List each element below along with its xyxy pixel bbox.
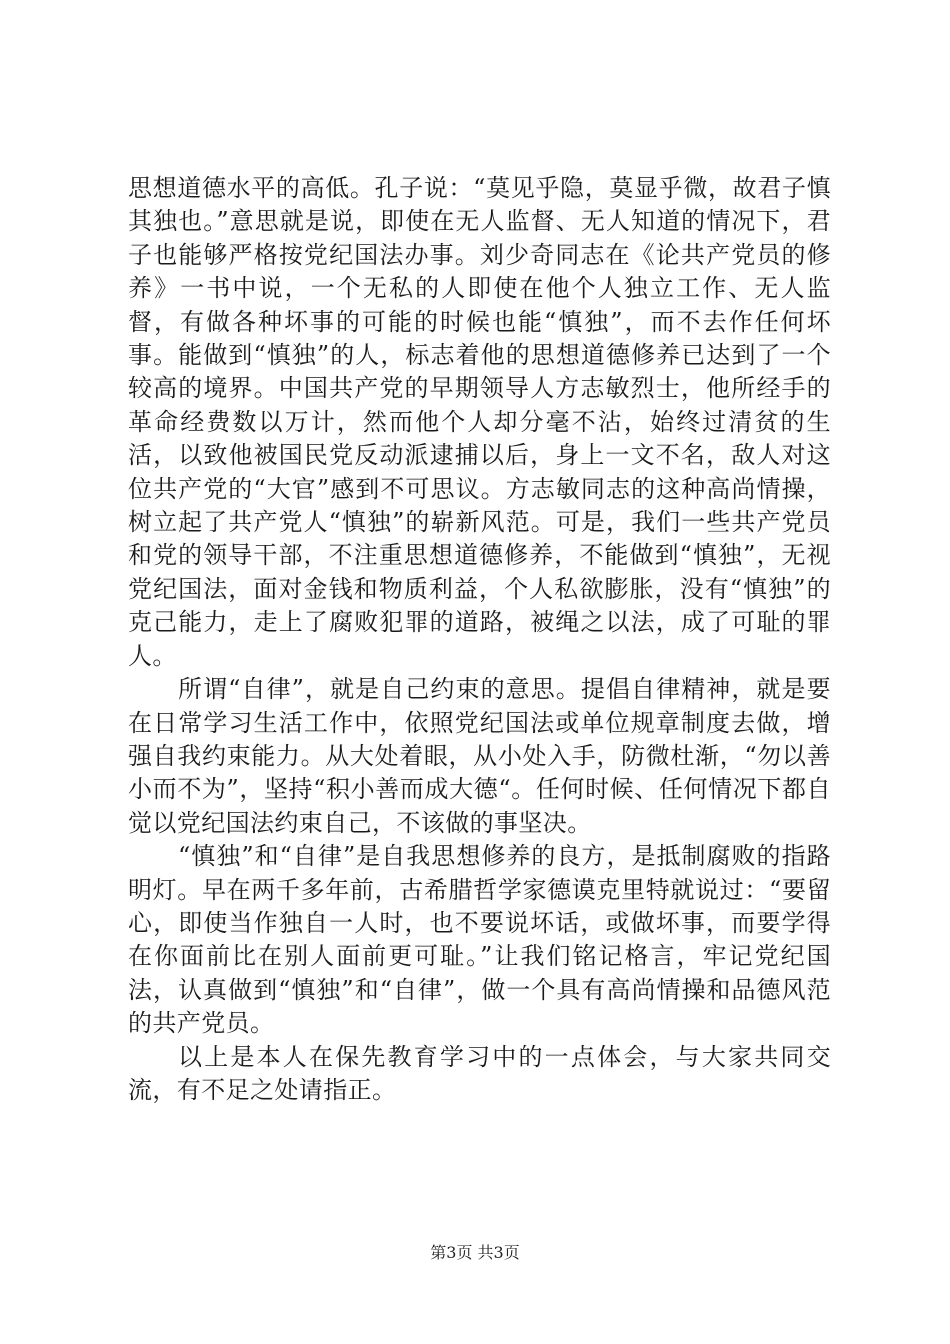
document-body <box>128 172 831 1107</box>
page-number-footer: 第3页 共3页 <box>430 1243 520 1262</box>
paragraph-continuation: 思想道德水平的高低。孔子说：“莫见乎隐，莫显乎微，故君子慎其独也。”意思就是说，即使在无人监督、无人知道的情况下，君子也能够严格按党纪国法办事。刘少奇同志在《论共产党员的修养》一书中说，一个无私的人即使在他个人独立工作、无人监督，有做各种坏事的可能的时候也能“慎独”，而不去作任何坏事。能做到“慎独”的人，标志着他的思想道德修养已达到了一个较高的境界。中国共产党的早期领导人方志敏烈士，他所经手的革命经费数以万计，然而他个人却分毫不沾，始终过清贫的生活，以致他被国民党反动派逮捕以后，身上一文不名，敌人对这位共产党的“大官”感到不可思议。方志敏同志的这种高尚情操，树立起了共产党人“慎独”的崭新风范。可是，我们一些共产党员和党的领导干部，不注重思想道德修养，不能做到“慎独”，无视党纪国法，面对金钱和物质利益，个人私欲膨胀，没有“慎独”的克己能力，走上了腐败犯罪的道路，被绳之以法，成了可耻的罪人。 <box>128 174 831 670</box>
paragraph-conclusion: “慎独”和“自律”是自我思想修养的良方，是抵制腐败的指路明灯。早在两千多年前，古希腊哲学家德谟克里特就说过：“要留心，即使当作独自一人时，也不要说坏话，或做坏事，而要学得在你面前比在别人面前更可耻。”让我们铭记格言，牢记党纪国法，认真做到“慎独”和“自律”，做一个具有高尚情操和品德风范的共产党员。 <box>128 842 831 1038</box>
paragraph-closing-remark: 以上是本人在保先教育学习中的一点体会，与大家共同交流，有不足之处请指正。 <box>128 1042 831 1104</box>
paragraph-self-discipline: 所谓“自律”，就是自己约束的意思。提倡自律精神，就是要在日常学习生活工作中，依照党纪国法或单位规章制度去做，增强自我约束能力。从大处着眼，从小处入手，防微杜渐，“勿以善小而不为”，坚持“积小善而成大德“。任何时候、任何情况下都自觉以党纪国法约束自己，不该做的事坚决。 <box>128 675 831 837</box>
